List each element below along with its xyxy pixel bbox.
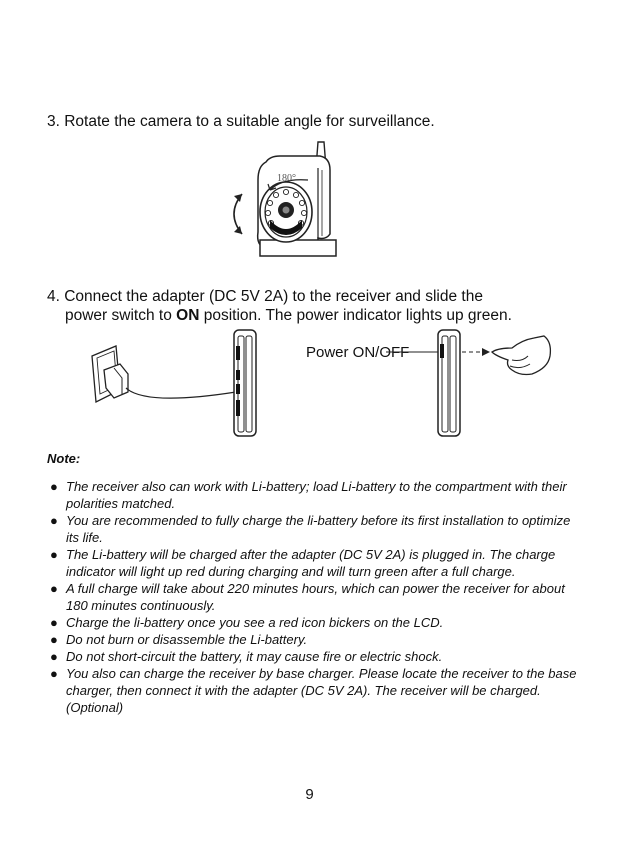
step-4-line-1: 4. Connect the adapter (DC 5V 2A) to the receiver and slide the [47, 288, 483, 305]
note-item-text: Charge the li-battery once you see a red icon bickers on the LCD. [66, 615, 444, 630]
note-item [50, 631, 580, 648]
step-4-line-2-prefix: power switch to [65, 307, 177, 324]
angle-label: 180° [277, 173, 296, 184]
receiver-power-illustration [86, 326, 556, 438]
camera-rotation-illustration [222, 140, 342, 262]
bullet-icon: ● [50, 479, 58, 494]
note-item [50, 665, 580, 716]
note-item [50, 478, 580, 512]
note-item-text: The receiver also can work with Li-battery; load Li-battery to the compartment with their polarities matched. [66, 479, 567, 511]
bullet-icon: ● [50, 547, 58, 562]
bullet-icon: ● [50, 649, 58, 664]
note-item-text: Do not burn or disassemble the Li-battery. [66, 632, 308, 647]
note-item [50, 648, 580, 665]
note-item [50, 546, 580, 580]
note-item [50, 512, 580, 546]
step-4-line-2 [65, 306, 512, 326]
note-item-text: Do not short-circuit the battery, it may cause fire or electric shock. [66, 649, 443, 664]
note-list [50, 478, 580, 716]
step-4-on-keyword: ON [176, 307, 200, 324]
power-on-off-label: Power ON/OFF [306, 344, 410, 361]
bullet-icon: ● [50, 513, 58, 528]
note-item-text: The Li-battery will be charged after the adapter (DC 5V 2A) is plugged in. The charge indicator will light up red during charging and will turn green after a full charge. [66, 547, 556, 579]
note-title: Note: [47, 451, 81, 466]
page-number: 9 [305, 786, 314, 803]
note-item-text: A full charge will take about 220 minutes hours, which can power the receiver for about 180 minutes continuously. [66, 581, 565, 613]
step-3-text: 3. Rotate the camera to a suitable angle for surveillance. [47, 113, 435, 130]
note-item-text: You also can charge the receiver by base charger. Please locate the receiver to the base charger, then connect it with the adapter (DC 5V 2A). The receiver will be charged. (Optional) [66, 666, 577, 715]
note-item [50, 580, 580, 614]
note-item [50, 614, 580, 631]
bullet-icon: ● [50, 666, 58, 681]
step-4-line-2-suffix: position. The power indicator lights up green. [199, 307, 512, 324]
bullet-icon: ● [50, 581, 58, 596]
note-item-text: You are recommended to fully charge the li-battery before its first installation to optimize its life. [66, 513, 571, 545]
bullet-icon: ● [50, 632, 58, 647]
bullet-icon: ● [50, 615, 58, 630]
